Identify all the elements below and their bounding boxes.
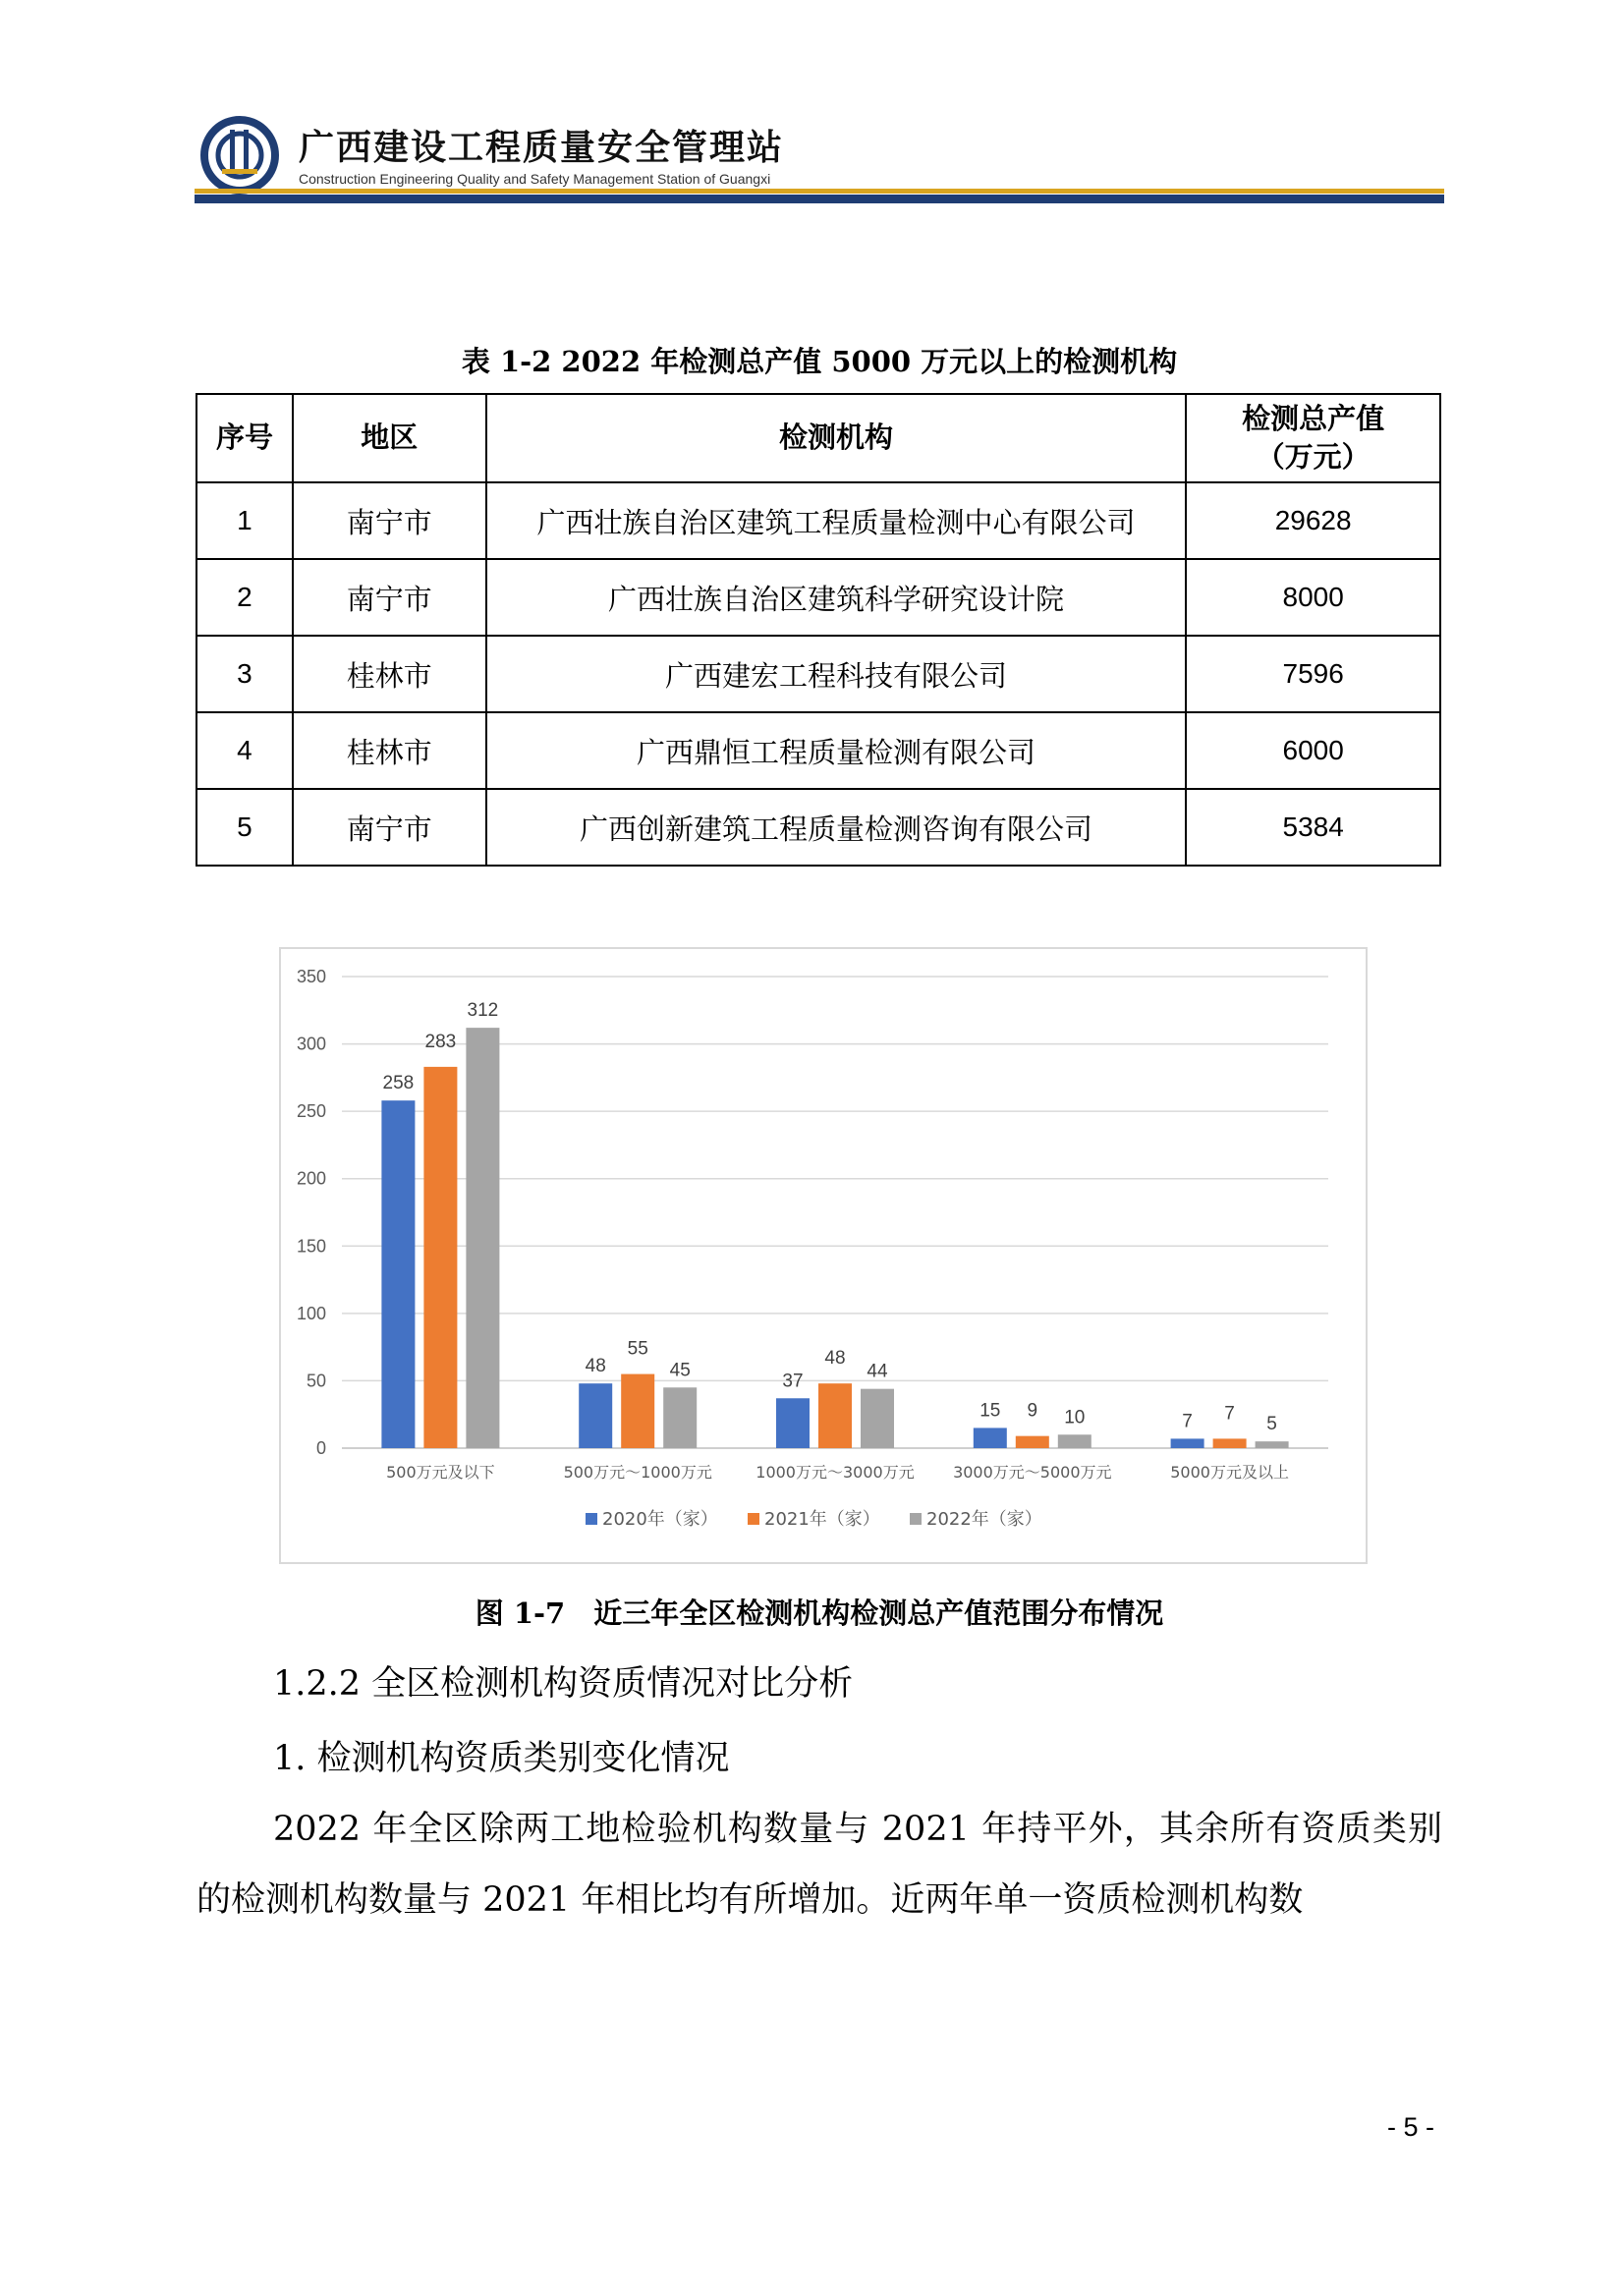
- legend-swatch: [748, 1513, 759, 1525]
- data-label: 44: [867, 1361, 888, 1382]
- bar: [423, 1067, 457, 1448]
- data-label: 55: [627, 1338, 648, 1360]
- data-label: 9: [1027, 1400, 1038, 1422]
- row-region: 南宁市: [293, 789, 486, 866]
- x-tick-label: 3000万元～5000万元: [953, 1463, 1112, 1482]
- bar: [861, 1389, 894, 1448]
- row-institution: 广西创新建筑工程质量检测咨询有限公司: [486, 789, 1187, 866]
- bar: [1171, 1438, 1204, 1448]
- bar: [1016, 1436, 1049, 1448]
- header-index: 序号: [196, 394, 293, 482]
- page-number: - 5 -: [1386, 2112, 1434, 2142]
- table-header-row: [196, 394, 1440, 482]
- data-label: 258: [382, 1073, 415, 1094]
- header-output-value-unit: （万元）: [1256, 440, 1371, 474]
- data-label: 45: [669, 1360, 691, 1381]
- row-index: 4: [196, 712, 293, 789]
- row-index: 3: [196, 636, 293, 712]
- bar: [1256, 1441, 1289, 1448]
- row-institution: 广西鼎恒工程质量检测有限公司: [486, 712, 1187, 789]
- row-institution: 广西建宏工程科技有限公司: [486, 636, 1187, 712]
- data-label: 312: [467, 1000, 499, 1022]
- table-row: [196, 559, 1440, 636]
- row-value: 6000: [1186, 712, 1440, 789]
- bar: [466, 1028, 499, 1448]
- header-rule-gold: [195, 189, 1444, 194]
- bar: [579, 1383, 612, 1448]
- bar-chart-container: [279, 947, 1368, 1564]
- header-region: 地区: [293, 394, 486, 482]
- header-output-value-label: 检测总产值: [1242, 401, 1385, 435]
- organization-name: 广西建设工程质量安全管理站: [299, 128, 785, 168]
- bar: [663, 1387, 697, 1448]
- legend-swatch: [586, 1513, 597, 1525]
- header-institution: 检测机构: [486, 394, 1187, 482]
- y-tick-label: 200: [296, 1168, 326, 1189]
- legend-swatch: [910, 1513, 922, 1525]
- table-row: [196, 789, 1440, 866]
- row-region: 桂林市: [293, 712, 486, 789]
- row-index: 2: [196, 559, 293, 636]
- row-index: 1: [196, 482, 293, 559]
- y-tick-label: 50: [306, 1371, 326, 1391]
- row-region: 桂林市: [293, 636, 486, 712]
- bar: [818, 1383, 852, 1448]
- header-output-value: [1186, 394, 1440, 482]
- y-tick-label: 100: [296, 1303, 326, 1323]
- body-paragraph: 2022 年全区除两工地检验机构数量与 2021 年持平外，其余所有资质类别的检测机构数量与 2021 年相比均有所增加。近两年单一资质检测机构数: [196, 1810, 1442, 1920]
- table-row: [196, 482, 1440, 559]
- row-institution: 广西壮族自治区建筑工程质量检测中心有限公司: [486, 482, 1187, 559]
- figure-caption: 图 1-7 近三年全区检测机构检测总产值范围分布情况: [475, 1596, 1164, 1630]
- subsection-heading: 1. 检测机构资质类别变化情况: [273, 1739, 730, 1778]
- data-label: 7: [1182, 1411, 1193, 1432]
- bar: [381, 1100, 415, 1448]
- institution-table: [196, 393, 1441, 867]
- y-tick-label: 150: [296, 1236, 326, 1257]
- legend-label: 2022年（家）: [926, 1509, 1042, 1530]
- data-label: 48: [824, 1348, 846, 1370]
- table-row: [196, 636, 1440, 712]
- y-tick-label: 0: [315, 1438, 326, 1458]
- data-label: 15: [979, 1400, 1001, 1422]
- data-label: 10: [1064, 1407, 1086, 1428]
- y-tick-label: 250: [296, 1101, 326, 1122]
- page-header: [195, 110, 1444, 208]
- legend-label: 2021年（家）: [764, 1509, 880, 1530]
- x-tick-label: 500万元及以下: [386, 1463, 495, 1482]
- x-tick-label: 500万元～1000万元: [563, 1463, 712, 1482]
- data-label: 283: [424, 1031, 457, 1052]
- table-row: [196, 712, 1440, 789]
- y-tick-label: 300: [296, 1034, 326, 1054]
- table-caption: 表 1-2 2022 年检测总产值 5000 万元以上的检测机构: [461, 345, 1178, 378]
- y-tick-label: 350: [296, 967, 326, 986]
- row-index: 5: [196, 789, 293, 866]
- bar-chart: [281, 949, 1366, 1562]
- bar: [621, 1374, 654, 1448]
- legend-label: 2020年（家）: [602, 1509, 718, 1530]
- bar: [776, 1398, 810, 1448]
- data-label: 5: [1266, 1414, 1277, 1435]
- bar: [1058, 1434, 1091, 1448]
- data-label: 7: [1224, 1403, 1235, 1425]
- row-institution: 广西壮族自治区建筑科学研究设计院: [486, 559, 1187, 636]
- row-value: 7596: [1186, 636, 1440, 712]
- row-value: 5384: [1186, 789, 1440, 866]
- section-heading: 1.2.2 全区检测机构资质情况对比分析: [273, 1664, 854, 1704]
- row-value: 29628: [1186, 482, 1440, 559]
- bar: [974, 1428, 1007, 1448]
- organization-name-english: Construction Engineering Quality and Safety Management Station of Guangxi: [299, 171, 771, 187]
- x-tick-label: 1000万元～3000万元: [756, 1463, 915, 1482]
- data-label: 37: [782, 1371, 804, 1392]
- bar: [1213, 1438, 1247, 1448]
- row-value: 8000: [1186, 559, 1440, 636]
- header-rule-navy: [195, 195, 1444, 203]
- organization-logo: [200, 116, 279, 195]
- row-region: 南宁市: [293, 559, 486, 636]
- x-tick-label: 5000万元及以上: [1170, 1463, 1289, 1482]
- data-label: 48: [585, 1356, 606, 1377]
- row-region: 南宁市: [293, 482, 486, 559]
